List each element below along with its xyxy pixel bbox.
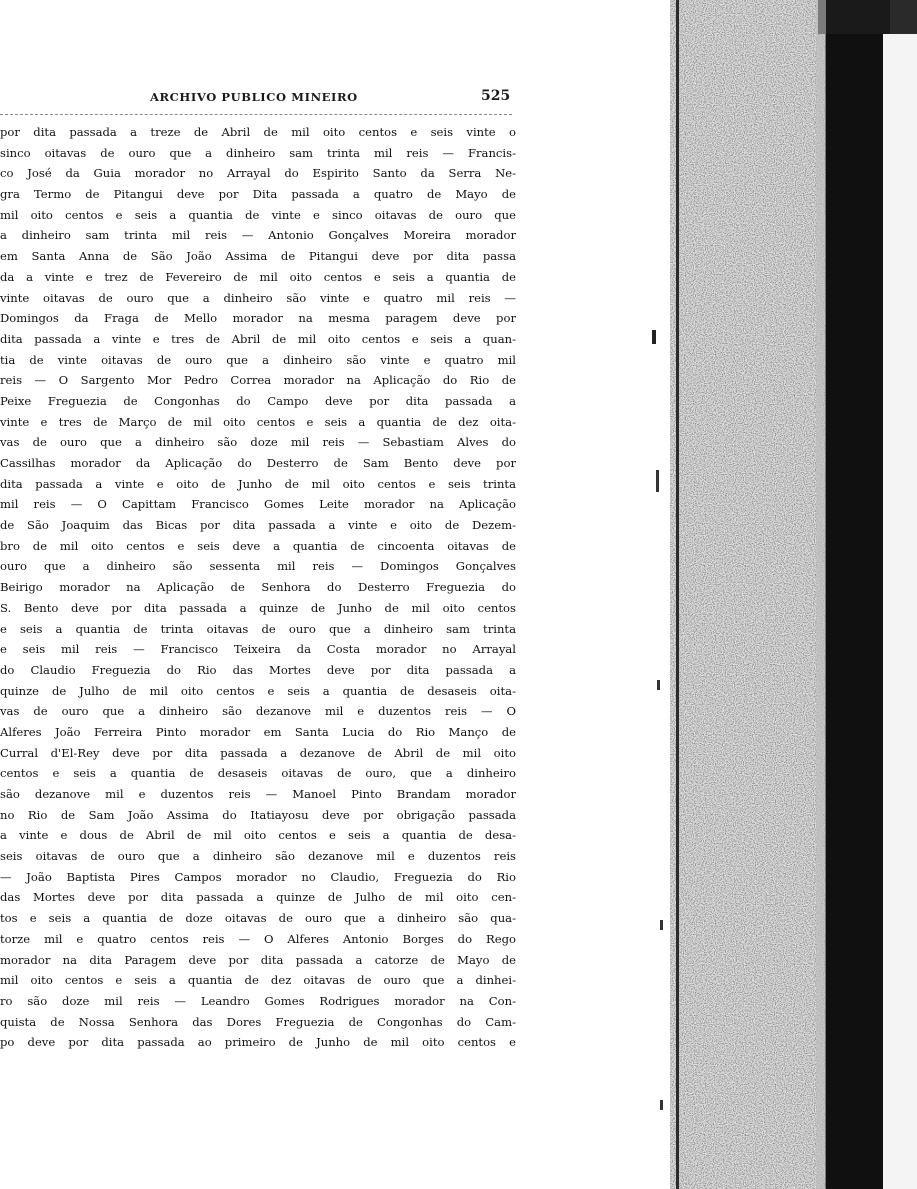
text-line: vas de ouro que a dinheiro são doze mil reis — Sebastiam Alves do: [0, 435, 516, 450]
text-line: a dinheiro sam trinta mil reis — Antonio Gonçalves Moreira morador: [0, 228, 516, 243]
text-line: tos e seis a quantia de doze oitavas de ouro que a dinheiro são qua-: [0, 911, 516, 926]
text-line: ro são doze mil reis — Leandro Gomes Rodrigues morador na Con-: [0, 993, 516, 1008]
text-line: da a vinte e trez de Fevereiro de mil oito centos e seis a quantia de: [0, 269, 516, 284]
text-line: quista de Nossa Senhora das Dores Freguezia de Congonhas do Cam-: [0, 1014, 516, 1029]
text-line: no Rio de Sam João Assima do Itatiayosu deve por obrigação passada: [0, 807, 516, 822]
text-line: Curral d'El-Rey deve por dita passada a dezanove de Abril de mil oito: [0, 745, 516, 760]
text-line: seis oitavas de ouro que a dinheiro são dezanove mil e duzentos reis: [0, 849, 516, 864]
header-rule: [0, 114, 512, 115]
text-line: dita passada a vinte e tres de Abril de mil oito centos e seis a quan-: [0, 331, 516, 346]
text-line: Beirigo morador na Aplicação de Senhora do Desterro Freguezia do: [0, 580, 516, 595]
text-line: Peixe Freguezia de Congonhas do Campo deve por dita passada a: [0, 393, 516, 408]
text-line: e seis a quantia de trinta oitavas de ouro que a dinheiro sam trinta: [0, 621, 516, 636]
text-line: co José da Guia morador no Arrayal do Espirito Santo da Serra Ne-: [0, 166, 516, 181]
text-line: mil oito centos e seis a quantia de dez oitavas de ouro que a dinhei-: [0, 973, 516, 988]
page-header: [0, 88, 512, 108]
running-title: ARCHIVO PUBLICO MINEIRO: [150, 90, 358, 104]
text-line: do Claudio Freguezia do Rio das Mortes deve por dita passada a: [0, 662, 516, 677]
text-line: dita passada a vinte e oito de Junho de mil oito centos e seis trinta: [0, 476, 516, 491]
text-line: torze mil e quatro centos reis — O Alferes Antonio Borges do Rego: [0, 931, 516, 946]
text-line: Alferes João Ferreira Pinto morador em Santa Lucia do Rio Manço de: [0, 724, 516, 739]
text-line: Cassilhas morador da Aplicação do Desterro de Sam Bento deve por: [0, 456, 516, 470]
text-line: — João Baptista Pires Campos morador no Claudio, Freguezia do Rio: [0, 869, 516, 884]
text-line: ouro que a dinheiro são sessenta mil reis — Domingos Gonçalves: [0, 559, 516, 574]
text-line: mil oito centos e seis a quantia de vinte e sinco oitavas de ouro que: [0, 207, 516, 222]
scan-edge-artifact: [640, 0, 917, 1189]
text-line: das Mortes deve por dita passada a quinze de Julho de mil oito cen-: [0, 890, 516, 905]
text-line: centos e seis a quantia de desaseis oitavas de ouro, que a dinheiro: [0, 766, 516, 781]
text-line: sinco oitavas de ouro que a dinheiro sam trinta mil reis — Francis-: [0, 145, 516, 160]
text-line: morador na dita Paragem deve por dita passada a catorze de Mayo de: [0, 952, 516, 967]
text-line: e seis mil reis — Francisco Teixeira da Costa morador no Arrayal: [0, 642, 516, 657]
text-line: bro de mil oito centos e seis deve a quantia de cincoenta oitavas de: [0, 538, 516, 553]
text-line: são dezanove mil e duzentos reis — Manoel Pinto Brandam morador: [0, 787, 516, 801]
text-line: quinze de Julho de mil oito centos e seis a quantia de desaseis oita-: [0, 683, 516, 698]
body-text: [0, 122, 516, 1053]
text-line: em Santa Anna de São João Assima de Pitangui deve por dita passa: [0, 249, 516, 264]
text-line: de São Joaquim das Bicas por dita passada a vinte e oito de Dezem-: [0, 518, 516, 533]
text-line: vas de ouro que a dinheiro são dezanove mil e duzentos reis — O: [0, 704, 516, 719]
text-line: gra Termo de Pitangui deve por Dita passada a quatro de Mayo de: [0, 187, 516, 202]
text-line: vinte e tres de Março de mil oito centos e seis a quantia de dez oita-: [0, 414, 516, 429]
text-line: S. Bento deve por dita passada a quinze de Junho de mil oito centos: [0, 600, 516, 615]
text-line: tia de vinte oitavas de ouro que a dinheiro são vinte e quatro mil: [0, 352, 516, 367]
text-line: po deve por dita passada ao primeiro de Junho de mil oito centos e: [0, 1035, 516, 1050]
text-line: por dita passada a treze de Abril de mil oito centos e seis vinte o: [0, 125, 516, 139]
text-line: reis — O Sargento Mor Pedro Correa morador na Aplicação do Rio de: [0, 373, 516, 388]
page-number: 525: [481, 88, 511, 104]
text-line: mil reis — O Capittam Francisco Gomes Leite morador na Aplicação: [0, 497, 516, 512]
text-line: Domingos da Fraga de Mello morador na mesma paragem deve por: [0, 311, 516, 326]
text-line: a vinte e dous de Abril de mil oito centos e seis a quantia de desa-: [0, 828, 516, 843]
text-line: vinte oitavas de ouro que a dinheiro são vinte e quatro mil reis —: [0, 290, 516, 305]
